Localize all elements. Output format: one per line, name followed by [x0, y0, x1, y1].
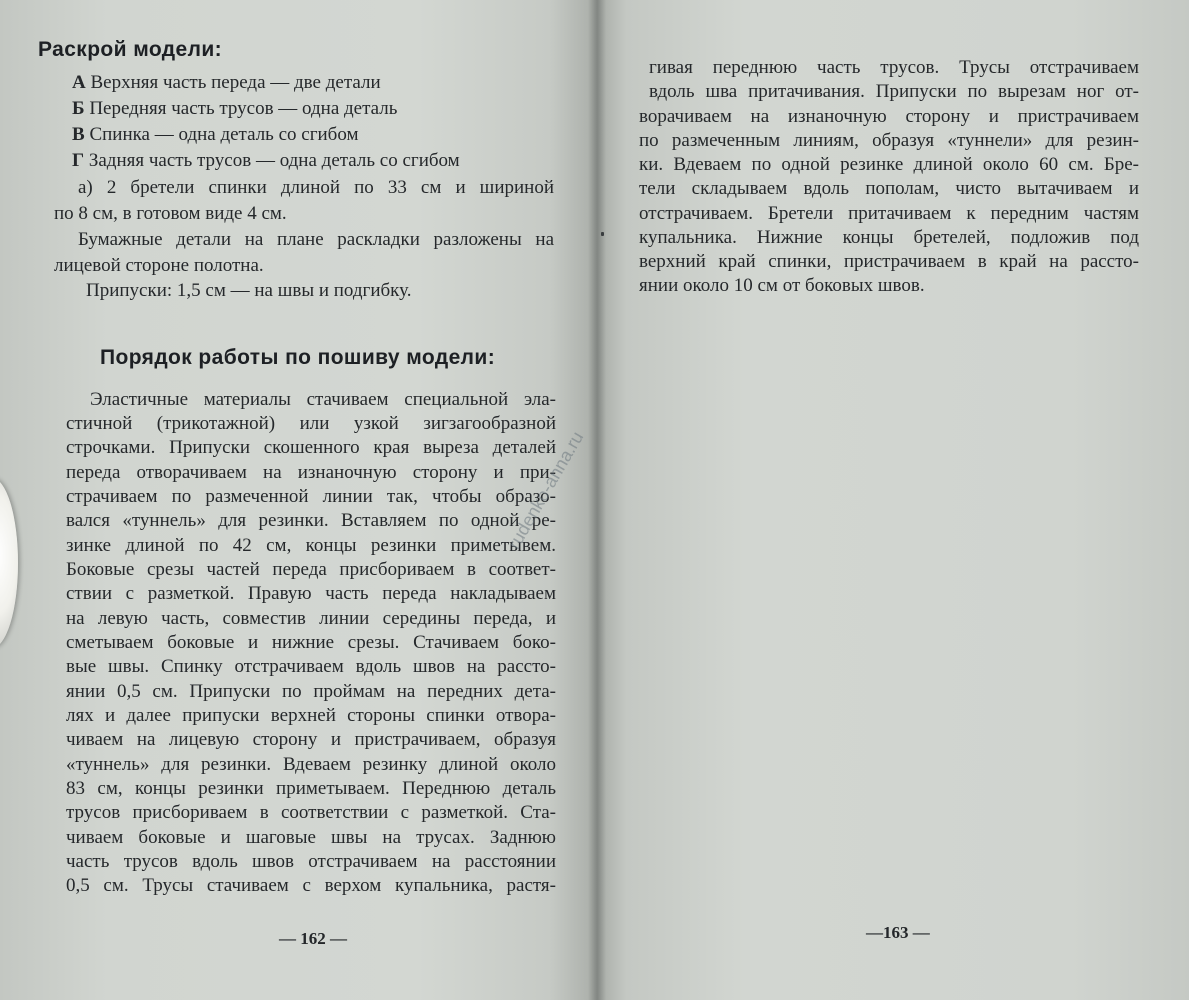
- work-line: часть трусов вдоль швов отстрачиваем на расстоянии: [66, 851, 556, 872]
- cutting-item-text: Передняя часть трусов — одна деталь: [84, 98, 398, 119]
- work-line: 0,5 см. Трусы стачиваем с верхом купальника, растя-: [66, 875, 556, 896]
- text-line: верхний край спинки, пристрачиваем в край на рассто-: [639, 251, 1139, 272]
- text-line: гивая переднюю часть трусов. Трусы отстрачиваем: [649, 57, 1139, 78]
- text-line: янии около 10 см от боковых швов.: [639, 275, 925, 296]
- text-line: ворачиваем на изнаночную сторону и пристрачиваем: [639, 106, 1139, 127]
- work-line: на левую часть, совместив линии середины переда, и: [66, 608, 556, 629]
- cutting-heading: Раскрой модели:: [38, 38, 223, 61]
- work-line: Боковые срезы частей переда присбориваем в соответ-: [66, 559, 556, 580]
- cutting-item: [72, 98, 397, 120]
- text-line: купальника. Нижние концы бретелей, подложив под: [639, 227, 1139, 248]
- note-line: Припуски: 1,5 см — на швы и подгибку.: [86, 280, 412, 301]
- text-line: по размеченным линиям, образуя «туннели» для резин-: [639, 130, 1139, 151]
- work-line: «туннель» для резинки. Вдеваем резинку длиной около: [66, 754, 556, 775]
- cutting-item-letter: А: [72, 72, 86, 93]
- cutting-item-letter: В: [72, 124, 85, 145]
- note-line: Бумажные детали на плане раскладки разложены на: [78, 229, 554, 250]
- work-line: чиваем боковые и шаговые швы на трусах. Заднюю: [66, 827, 556, 848]
- work-line: сметываем боковые и нижние срезы. Стачиваем боко-: [66, 632, 556, 653]
- work-line: чиваем на лицевую сторону и пристрачиваем, образуя: [66, 729, 556, 750]
- text-line: ки. Вдеваем по одной резинке длиной около 60 см. Бре-: [639, 154, 1139, 175]
- page-number: —163 —: [866, 923, 930, 942]
- cutting-item: [72, 150, 460, 172]
- cutting-item-text: Верхняя часть переда — две детали: [85, 72, 381, 93]
- cutting-item-text: Спинка — одна деталь со сгибом: [84, 124, 359, 145]
- work-line: страчиваем по размеченной линии так, чтобы образо-: [66, 486, 556, 507]
- work-line: янии 0,5 см. Припуски по проймам на передних дета-: [66, 681, 556, 702]
- note-line: лицевой стороне полотна.: [54, 255, 264, 276]
- work-line: ствии с разметкой. Правую часть переда накладываем: [66, 583, 556, 604]
- note-line: по 8 см, в готовом виде 4 см.: [54, 203, 287, 224]
- book-gutter: [588, 0, 606, 1000]
- cutting-item: [72, 72, 381, 94]
- work-line: трусов присбориваем в соответствии с разметкой. Ста-: [66, 802, 556, 823]
- work-line: строчками. Припуски скошенного края выреза деталей: [66, 437, 556, 458]
- work-heading: Порядок работы по пошиву модели:: [100, 346, 496, 369]
- right-page: [597, 0, 1189, 1000]
- note-line: а) 2 бретели спинки длиной по 33 см и шириной: [78, 177, 554, 198]
- cutting-item-letter: Б: [72, 98, 85, 119]
- work-line: Эластичные материалы стачиваем специальной эла-: [90, 389, 556, 410]
- watermark: rudenko-anna.ru: [503, 428, 588, 553]
- work-line: лях и далее припуски верхней стороны спинки отвора-: [66, 705, 556, 726]
- work-line: переда отворачиваем на изнаночную сторону и при-: [66, 462, 556, 483]
- binder-ring: [0, 478, 18, 648]
- cutting-item-letter: Г: [72, 150, 85, 171]
- work-line: стичной (трикотажной) или узкой зигзагообразной: [66, 413, 556, 434]
- work-line: вался «туннель» для резинки. Вставляем по одной ре-: [66, 510, 556, 531]
- page-number: — 162 —: [279, 929, 347, 948]
- text-line: отстрачиваем. Бретели притачиваем к передним частям: [639, 203, 1139, 224]
- work-line: зинке длиной по 42 см, концы резинки приметывем.: [66, 535, 556, 556]
- text-line: вдоль шва притачивания. Припуски по вырезам ног от-: [649, 81, 1139, 102]
- cutting-item-text: Задняя часть трусов — одна деталь со сгибом: [84, 150, 460, 171]
- text-line: тели складываем вдоль пополам, чисто вытачиваем и: [639, 178, 1139, 199]
- cutting-item: [72, 124, 359, 146]
- work-line: вые швы. Спинку отстрачиваем вдоль швов на рассто-: [66, 656, 556, 677]
- work-line: 83 см, концы резинки приметываем. Переднюю деталь: [66, 778, 556, 799]
